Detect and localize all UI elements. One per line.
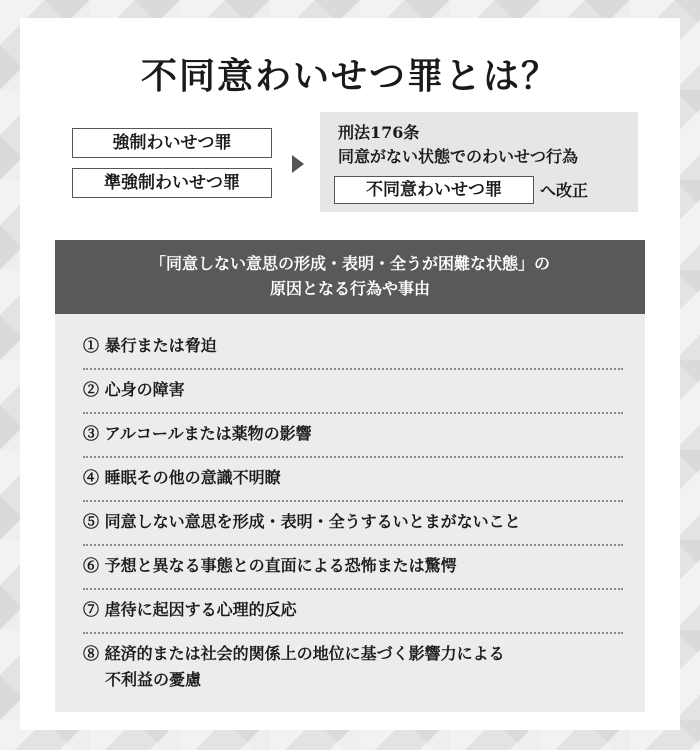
list-item: ③ アルコールまたは薬物の影響: [83, 424, 312, 443]
list-item: ⑧ 経済的または社会的関係上の地位に基づく影響力による: [83, 644, 505, 663]
divider: [83, 588, 623, 590]
divider: [83, 632, 623, 634]
list-item: ① 暴行または脅迫: [83, 336, 217, 355]
law-description: 同意がない状態でのわいせつ行為: [338, 147, 579, 166]
divider: [83, 456, 623, 458]
old-crime-box-1: 強制わいせつ罪: [72, 128, 272, 158]
page-title: 不同意わいせつ罪とは？: [140, 55, 559, 97]
arrow-right-icon: [292, 155, 304, 173]
law-article: 刑法176条: [338, 123, 420, 142]
new-crime-box: 不同意わいせつ罪: [334, 176, 534, 204]
divider: [83, 412, 623, 414]
revision-label: へ改正: [540, 181, 589, 200]
list-item: ⑥ 予想と異なる事態との直面による恐怖または驚愕: [83, 556, 457, 575]
infographic-card: [20, 18, 680, 730]
causes-header-line-2: 原因となる行為や事由: [269, 279, 430, 298]
old-crime-box-2: 準強制わいせつ罪: [72, 168, 272, 198]
list-item: ⑦ 虐待に起因する心理的反応: [83, 600, 297, 619]
list-item-continuation: 不利益の憂慮: [105, 670, 202, 689]
causes-list: [55, 314, 645, 712]
law-panel: [320, 112, 638, 212]
causes-header: [55, 240, 645, 314]
divider: [83, 368, 623, 370]
list-item: ④ 睡眠その他の意識不明瞭: [83, 468, 281, 487]
divider: [83, 500, 623, 502]
list-item: ② 心身の障害: [83, 380, 185, 399]
list-item: ⑤ 同意しない意思を形成・表明・全うするいとまがないこと: [83, 512, 521, 531]
causes-header-line-1: 「同意しない意思の形成・表明・全うが困難な状態」の: [149, 254, 550, 273]
divider: [83, 544, 623, 546]
